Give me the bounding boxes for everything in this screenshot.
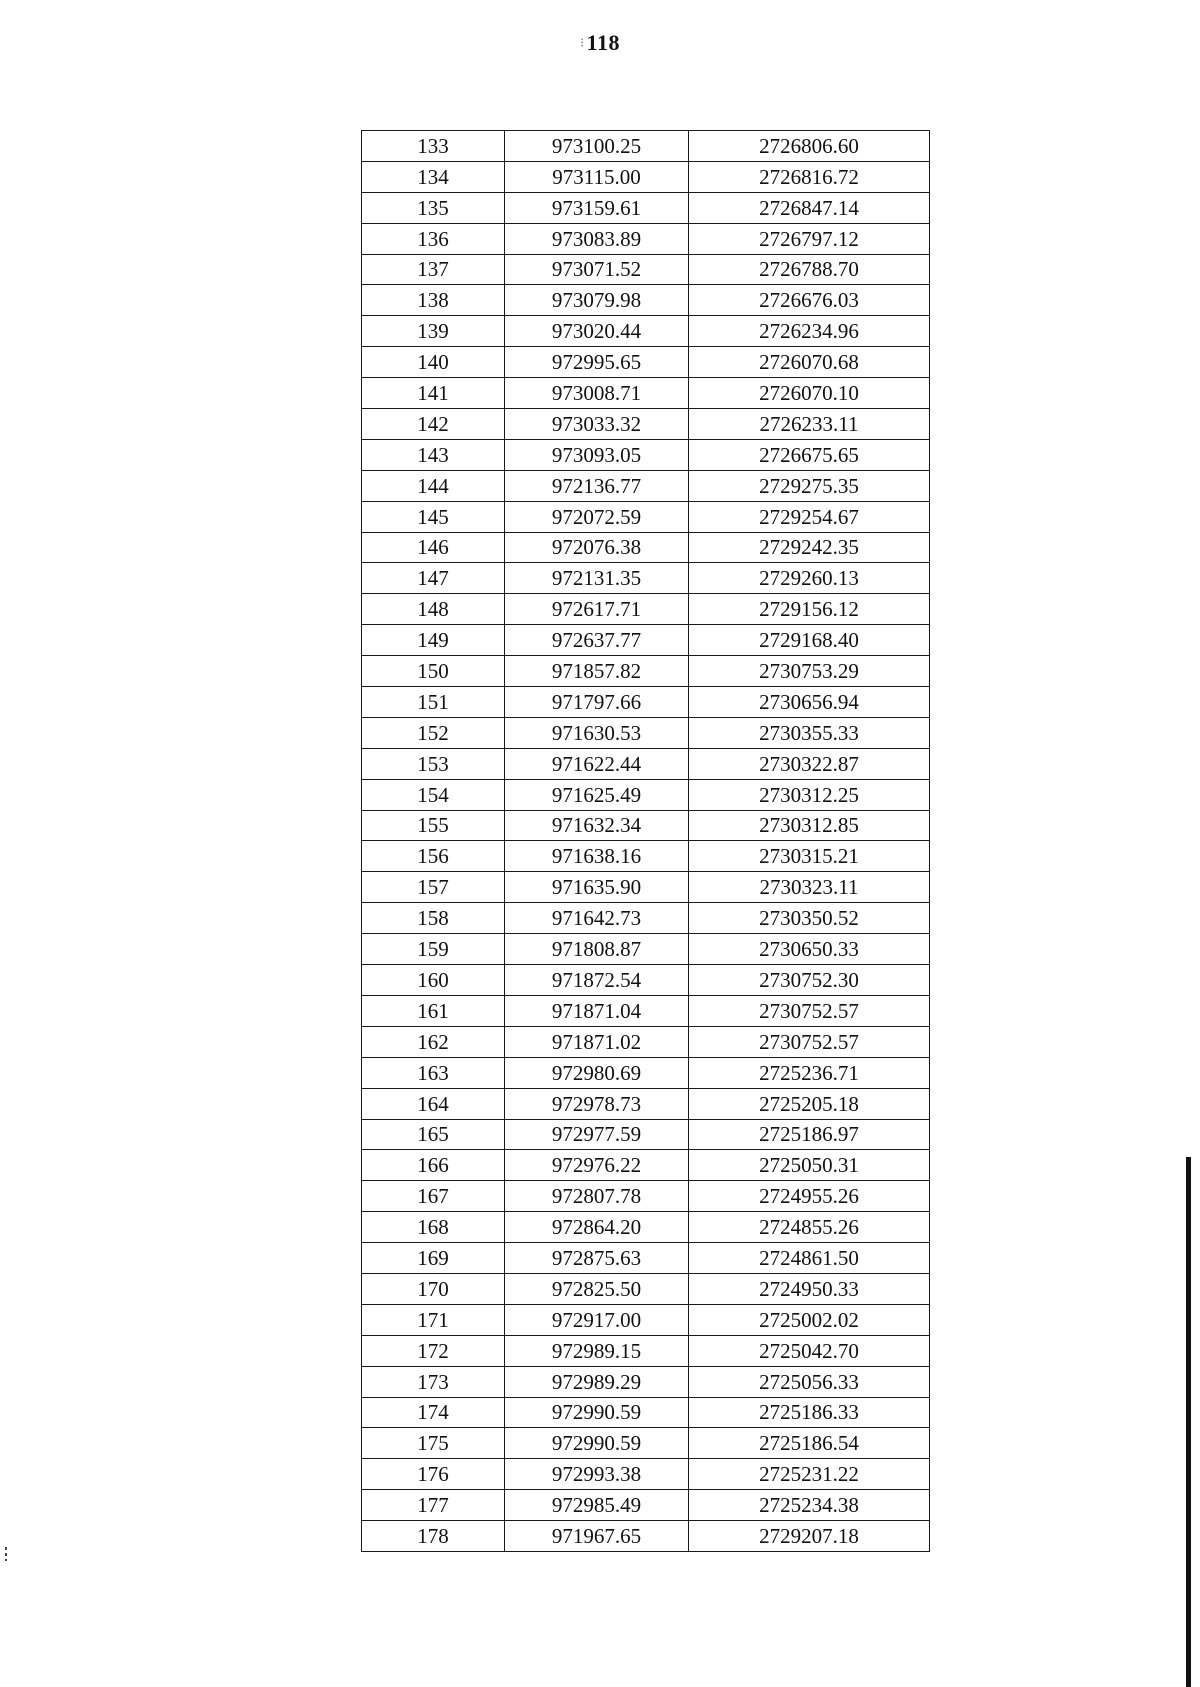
point-number-cell: 140: [362, 347, 505, 378]
point-number-cell: 153: [362, 748, 505, 779]
y-coordinate-cell: 2726847.14: [689, 192, 930, 223]
table-row: [362, 1428, 930, 1459]
x-coordinate-cell: 972980.69: [505, 1057, 689, 1088]
x-coordinate-cell: 971632.34: [505, 810, 689, 841]
y-coordinate-cell: 2725231.22: [689, 1459, 930, 1490]
y-coordinate-cell: 2730752.57: [689, 1026, 930, 1057]
y-coordinate-cell: 2730753.29: [689, 656, 930, 687]
table-row: [362, 1521, 930, 1552]
table-row: [362, 594, 930, 625]
point-number-cell: 155: [362, 810, 505, 841]
table-row: [362, 872, 930, 903]
table-row: [362, 501, 930, 532]
point-number-cell: 134: [362, 161, 505, 192]
table-row: [362, 1088, 930, 1119]
point-number-cell: 170: [362, 1273, 505, 1304]
table-row: [362, 903, 930, 934]
point-number-cell: 164: [362, 1088, 505, 1119]
table-row: [362, 131, 930, 162]
x-coordinate-cell: 972985.49: [505, 1490, 689, 1521]
x-coordinate-cell: 971635.90: [505, 872, 689, 903]
table-row: [362, 1243, 930, 1274]
x-coordinate-cell: 972989.15: [505, 1335, 689, 1366]
y-coordinate-cell: 2729207.18: [689, 1521, 930, 1552]
table-row: [362, 779, 930, 810]
y-coordinate-cell: 2730650.33: [689, 934, 930, 965]
point-number-cell: 147: [362, 563, 505, 594]
x-coordinate-cell: 972875.63: [505, 1243, 689, 1274]
y-coordinate-cell: 2729156.12: [689, 594, 930, 625]
point-number-cell: 151: [362, 687, 505, 718]
x-coordinate-cell: 971872.54: [505, 965, 689, 996]
y-coordinate-cell: 2730312.85: [689, 810, 930, 841]
x-coordinate-cell: 971967.65: [505, 1521, 689, 1552]
x-coordinate-cell: 972917.00: [505, 1304, 689, 1335]
table-row: [362, 1335, 930, 1366]
table-row: [362, 934, 930, 965]
x-coordinate-cell: 972977.59: [505, 1119, 689, 1150]
x-coordinate-cell: 971622.44: [505, 748, 689, 779]
point-number-cell: 139: [362, 316, 505, 347]
x-coordinate-cell: 971630.53: [505, 717, 689, 748]
y-coordinate-cell: 2725186.97: [689, 1119, 930, 1150]
point-number-cell: 159: [362, 934, 505, 965]
table-row: [362, 748, 930, 779]
table-row: [362, 1119, 930, 1150]
point-number-cell: 137: [362, 254, 505, 285]
table-row: [362, 532, 930, 563]
point-number-cell: 169: [362, 1243, 505, 1274]
x-coordinate-cell: 972993.38: [505, 1459, 689, 1490]
point-number-cell: 157: [362, 872, 505, 903]
table-row: [362, 161, 930, 192]
y-coordinate-cell: 2730656.94: [689, 687, 930, 718]
x-coordinate-cell: 972995.65: [505, 347, 689, 378]
y-coordinate-cell: 2730752.57: [689, 995, 930, 1026]
table-row: [362, 378, 930, 409]
table-row: [362, 1057, 930, 1088]
x-coordinate-cell: 972131.35: [505, 563, 689, 594]
point-number-cell: 142: [362, 409, 505, 440]
table-row: [362, 1397, 930, 1428]
x-coordinate-cell: 973033.32: [505, 409, 689, 440]
point-number-cell: 154: [362, 779, 505, 810]
page-mark: ⁝: [580, 35, 585, 50]
point-number-cell: 156: [362, 841, 505, 872]
table-row: [362, 1366, 930, 1397]
x-coordinate-cell: 972976.22: [505, 1150, 689, 1181]
point-number-cell: 152: [362, 717, 505, 748]
y-coordinate-cell: 2726070.68: [689, 347, 930, 378]
y-coordinate-cell: 2726676.03: [689, 285, 930, 316]
y-coordinate-cell: 2730312.25: [689, 779, 930, 810]
y-coordinate-cell: 2725234.38: [689, 1490, 930, 1521]
point-number-cell: 176: [362, 1459, 505, 1490]
y-coordinate-cell: 2729275.35: [689, 470, 930, 501]
coordinates-table-body: [362, 131, 930, 1552]
table-row: [362, 995, 930, 1026]
table-row: [362, 563, 930, 594]
x-coordinate-cell: 973115.00: [505, 161, 689, 192]
table-row: [362, 1459, 930, 1490]
y-coordinate-cell: 2724861.50: [689, 1243, 930, 1274]
x-coordinate-cell: 972807.78: [505, 1181, 689, 1212]
y-coordinate-cell: 2726797.12: [689, 223, 930, 254]
table-row: [362, 347, 930, 378]
y-coordinate-cell: 2726070.10: [689, 378, 930, 409]
y-coordinate-cell: 2724855.26: [689, 1212, 930, 1243]
point-number-cell: 149: [362, 625, 505, 656]
point-number-cell: 146: [362, 532, 505, 563]
x-coordinate-cell: 972617.71: [505, 594, 689, 625]
point-number-cell: 177: [362, 1490, 505, 1521]
table-row: [362, 1490, 930, 1521]
x-coordinate-cell: 973071.52: [505, 254, 689, 285]
y-coordinate-cell: 2729242.35: [689, 532, 930, 563]
x-coordinate-cell: 972072.59: [505, 501, 689, 532]
point-number-cell: 173: [362, 1366, 505, 1397]
y-coordinate-cell: 2726233.11: [689, 409, 930, 440]
x-coordinate-cell: 972076.38: [505, 532, 689, 563]
y-coordinate-cell: 2730355.33: [689, 717, 930, 748]
y-coordinate-cell: 2725056.33: [689, 1366, 930, 1397]
page-number-value: 118: [586, 30, 620, 55]
point-number-cell: 148: [362, 594, 505, 625]
x-coordinate-cell: 972637.77: [505, 625, 689, 656]
point-number-cell: 163: [362, 1057, 505, 1088]
point-number-cell: 143: [362, 439, 505, 470]
x-coordinate-cell: 972864.20: [505, 1212, 689, 1243]
point-number-cell: 145: [362, 501, 505, 532]
coordinates-table: [361, 130, 930, 1552]
y-coordinate-cell: 2725002.02: [689, 1304, 930, 1335]
point-number-cell: 162: [362, 1026, 505, 1057]
point-number-cell: 135: [362, 192, 505, 223]
x-coordinate-cell: 971625.49: [505, 779, 689, 810]
binding-edge-line: [1186, 1157, 1191, 1687]
point-number-cell: 166: [362, 1150, 505, 1181]
x-coordinate-cell: 972990.59: [505, 1428, 689, 1459]
point-number-cell: 133: [362, 131, 505, 162]
point-number-cell: 178: [362, 1521, 505, 1552]
table-row: [362, 285, 930, 316]
table-row: [362, 192, 930, 223]
x-coordinate-cell: 973020.44: [505, 316, 689, 347]
x-coordinate-cell: 973093.05: [505, 439, 689, 470]
x-coordinate-cell: 972978.73: [505, 1088, 689, 1119]
point-number-cell: 160: [362, 965, 505, 996]
y-coordinate-cell: 2729168.40: [689, 625, 930, 656]
edge-speck: [5, 1547, 7, 1561]
y-coordinate-cell: 2730752.30: [689, 965, 930, 996]
y-coordinate-cell: 2729254.67: [689, 501, 930, 532]
table-row: [362, 656, 930, 687]
point-number-cell: 168: [362, 1212, 505, 1243]
x-coordinate-cell: 973083.89: [505, 223, 689, 254]
x-coordinate-cell: 972136.77: [505, 470, 689, 501]
point-number-cell: 136: [362, 223, 505, 254]
x-coordinate-cell: 971857.82: [505, 656, 689, 687]
x-coordinate-cell: 971808.87: [505, 934, 689, 965]
y-coordinate-cell: 2730322.87: [689, 748, 930, 779]
x-coordinate-cell: 973100.25: [505, 131, 689, 162]
table-row: [362, 841, 930, 872]
y-coordinate-cell: 2725236.71: [689, 1057, 930, 1088]
x-coordinate-cell: 973079.98: [505, 285, 689, 316]
y-coordinate-cell: 2724950.33: [689, 1273, 930, 1304]
point-number-cell: 158: [362, 903, 505, 934]
y-coordinate-cell: 2726234.96: [689, 316, 930, 347]
y-coordinate-cell: 2726675.65: [689, 439, 930, 470]
x-coordinate-cell: 971642.73: [505, 903, 689, 934]
y-coordinate-cell: 2725205.18: [689, 1088, 930, 1119]
y-coordinate-cell: 2730323.11: [689, 872, 930, 903]
point-number-cell: 144: [362, 470, 505, 501]
table-row: [362, 810, 930, 841]
x-coordinate-cell: 973008.71: [505, 378, 689, 409]
point-number-cell: 165: [362, 1119, 505, 1150]
y-coordinate-cell: 2726788.70: [689, 254, 930, 285]
y-coordinate-cell: 2725042.70: [689, 1335, 930, 1366]
point-number-cell: 141: [362, 378, 505, 409]
x-coordinate-cell: 971638.16: [505, 841, 689, 872]
table-row: [362, 316, 930, 347]
y-coordinate-cell: 2730315.21: [689, 841, 930, 872]
table-row: [362, 439, 930, 470]
point-number-cell: 138: [362, 285, 505, 316]
point-number-cell: 167: [362, 1181, 505, 1212]
table-row: [362, 1212, 930, 1243]
y-coordinate-cell: 2725186.33: [689, 1397, 930, 1428]
x-coordinate-cell: 972825.50: [505, 1273, 689, 1304]
point-number-cell: 150: [362, 656, 505, 687]
point-number-cell: 175: [362, 1428, 505, 1459]
point-number-cell: 161: [362, 995, 505, 1026]
x-coordinate-cell: 972990.59: [505, 1397, 689, 1428]
table-row: [362, 470, 930, 501]
y-coordinate-cell: 2725186.54: [689, 1428, 930, 1459]
table-row: [362, 1304, 930, 1335]
y-coordinate-cell: 2726806.60: [689, 131, 930, 162]
x-coordinate-cell: 971871.02: [505, 1026, 689, 1057]
table-row: [362, 687, 930, 718]
table-row: [362, 1181, 930, 1212]
table-row: [362, 223, 930, 254]
page-number: [0, 30, 1200, 56]
y-coordinate-cell: 2729260.13: [689, 563, 930, 594]
table-row: [362, 1026, 930, 1057]
y-coordinate-cell: 2724955.26: [689, 1181, 930, 1212]
table-row: [362, 625, 930, 656]
x-coordinate-cell: 972989.29: [505, 1366, 689, 1397]
table-row: [362, 409, 930, 440]
table-row: [362, 254, 930, 285]
y-coordinate-cell: 2726816.72: [689, 161, 930, 192]
point-number-cell: 174: [362, 1397, 505, 1428]
table-row: [362, 717, 930, 748]
y-coordinate-cell: 2730350.52: [689, 903, 930, 934]
y-coordinate-cell: 2725050.31: [689, 1150, 930, 1181]
x-coordinate-cell: 971797.66: [505, 687, 689, 718]
table-row: [362, 965, 930, 996]
table-row: [362, 1273, 930, 1304]
x-coordinate-cell: 971871.04: [505, 995, 689, 1026]
table-row: [362, 1150, 930, 1181]
point-number-cell: 171: [362, 1304, 505, 1335]
point-number-cell: 172: [362, 1335, 505, 1366]
x-coordinate-cell: 973159.61: [505, 192, 689, 223]
